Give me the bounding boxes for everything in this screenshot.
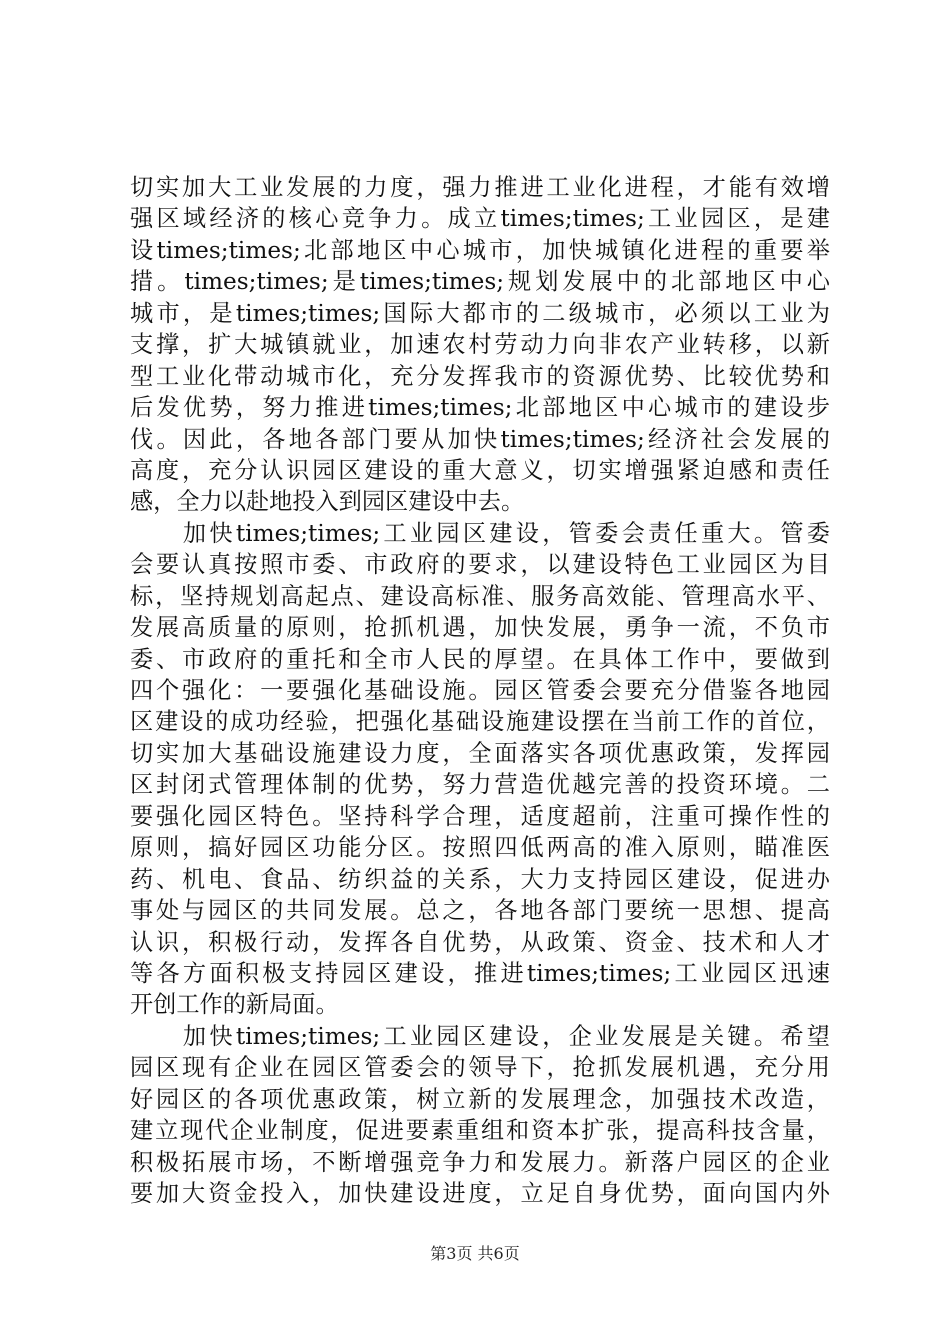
text-line: 支撑，扩大城镇就业，加速农村劳动力向非农产业转移，以新 [130,331,830,359]
text-line: 设times;times;北部地区中心城市，加快城镇化进程的重要举 [130,236,830,264]
text-line: 切实加大工业发展的力度，强力推进工业化进程，才能有效增 [130,174,830,201]
text-line: 原则，搞好园区功能分区。按照四低两高的准入原则，瞄准医 [130,834,830,862]
text-line: 会要认真按照市委、市政府的要求，以建设特色工业园区为目 [130,551,830,579]
text-line: 高度，充分认识园区建设的重大意义，切实增强紧迫感和责任 [130,456,830,484]
text-line: 四个强化：一要强化基础设施。园区管委会要充分借鉴各地园 [130,677,830,704]
text-line: 城市，是times;times;国际大都市的二级城市，必须以工业为 [130,299,830,327]
text-line: 好园区的各项优惠政策，树立新的发展理念，加强技术改造， [130,1085,830,1113]
text-line: 开创工作的新局面。 [130,991,339,1019]
text-line: 区封闭式管理体制的优势，努力营造优越完善的投资环境。二 [130,771,830,799]
text-line: 加快times;times;工业园区建设，企业发展是关键。希望 [130,1022,830,1050]
text-line: 认识，积极行动，发挥各自优势，从政策、资金、技术和人才 [130,928,830,956]
text-line: 后发优势，努力推进times;times;北部地区中心城市的建设步 [130,394,830,422]
text-line: 要强化园区特色。坚持科学合理，适度超前，注重可操作性的 [130,802,830,830]
page-footer: 第3页 共6页 [430,1244,520,1263]
text-line: 要加大资金投入，加快建设进度，立足自身优势，面向国内外 [130,1180,830,1207]
text-line: 区建设的成功经验，把强化基础设施建设摆在当前工作的首位， [130,708,830,736]
text-line: 伐。因此，各地各部门要从加快times;times;经济社会发展的 [130,425,830,453]
text-line: 标，坚持规划高起点、建设高标准、服务高效能、管理高水平、 [130,582,830,610]
text-line: 型工业化带动城市化，充分发挥我市的资源优势、比较优势和 [130,362,830,390]
text-line: 措。times;times;是times;times;规划发展中的北部地区中心 [130,268,830,296]
text-line: 事处与园区的共同发展。总之，各地各部门要统一思想、提高 [130,897,830,925]
text-line: 切实加大基础设施建设力度，全面落实各项优惠政策，发挥园 [130,739,830,767]
text-line: 发展高质量的原则，抢抓机遇，加快发展，勇争一流，不负市 [130,614,830,642]
text-line: 委、市政府的重托和全市人民的厚望。在具体工作中，要做到 [130,645,830,673]
text-line: 积极拓展市场，不断增强竞争力和发展力。新落户园区的企业 [130,1148,830,1176]
text-line: 园区现有企业在园区管委会的领导下，抢抓发展机遇，充分用 [130,1054,830,1082]
text-line: 等各方面积极支持园区建设，推进times;times;工业园区迅速 [130,959,830,987]
text-line: 加快times;times;工业园区建设，管委会责任重大。管委 [130,519,830,547]
body-text [130,172,830,1209]
text-line: 药、机电、食品、纺织益的关系，大力支持园区建设，促进办 [130,865,830,893]
text-line: 建立现代企业制度，促进要素重组和资本扩张，提高科技含量， [130,1117,830,1145]
text-line: 感，全力以赴地投入到园区建设中去。 [130,488,525,516]
text-line: 强区域经济的核心竞争力。成立times;times;工业园区，是建 [130,205,830,233]
